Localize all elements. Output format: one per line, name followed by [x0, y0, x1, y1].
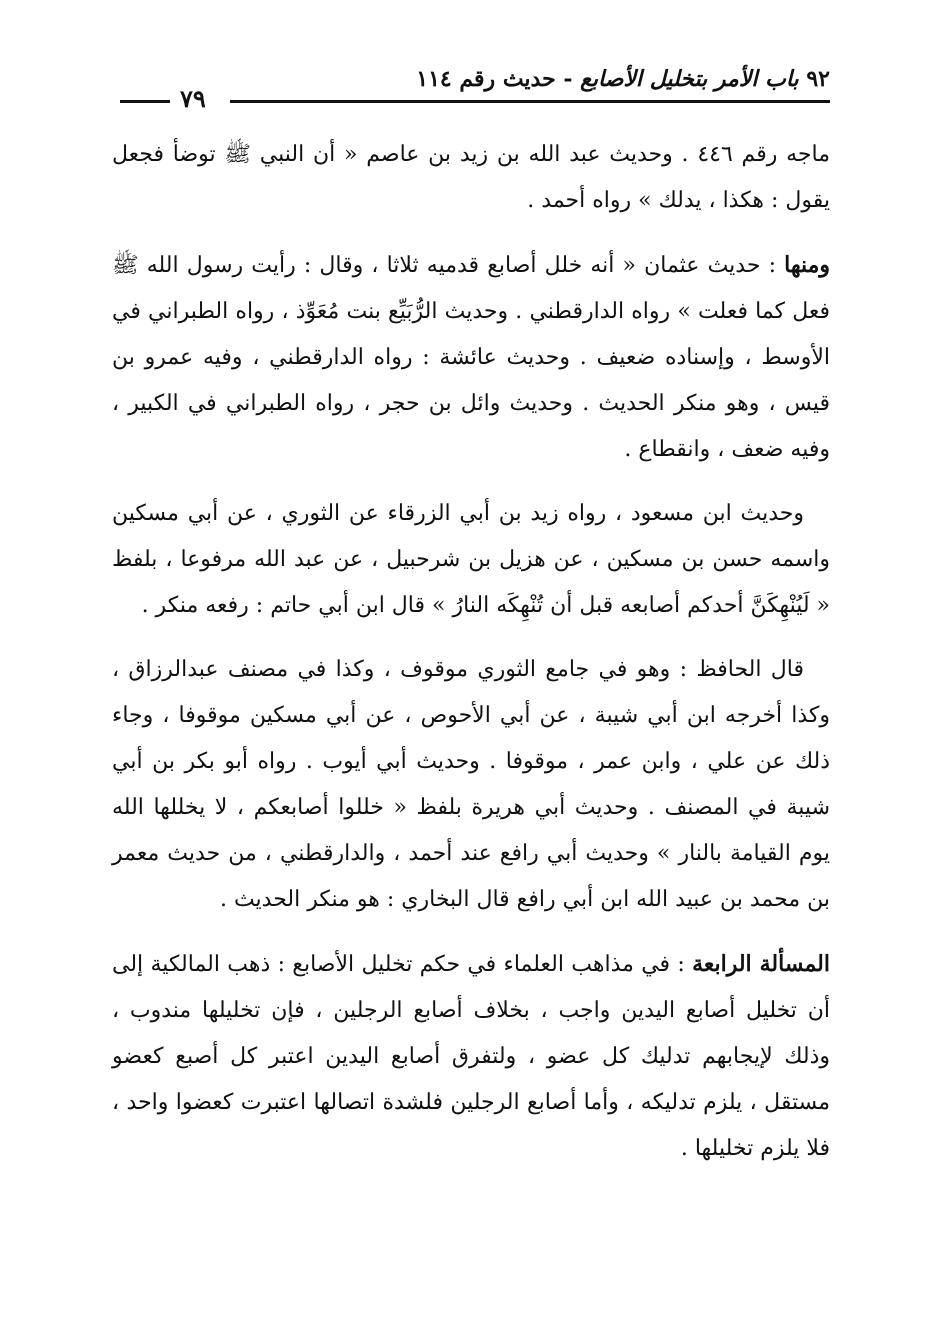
header-rule: [230, 100, 830, 103]
hadith-reference: - حديث رقم ١١٤: [416, 66, 573, 92]
header-rule-short: [120, 100, 170, 103]
running-head: [416, 66, 830, 92]
paragraph-2: [112, 242, 830, 473]
paragraph-4: [112, 647, 830, 923]
paragraph-1: [112, 132, 830, 224]
paragraph-5-text: : في مذاهب العلماء في حكم تخليل الأصابع : ذهب المالكية إلى أن تخليل أصابع اليدين واجب ، بخلاف أصابع الرجلين ، فإن تخليلها مندوب ، وذلك لإيجابهم تدليك كل عضو ، ولتفرق أصابع اليدين اعتبر كل أصبع كعضو مستقل ، يلزم تدليكه ، وأما أصابع الرجلين فلشدة اتصالها اعتبرت كعضوا واحد ، فلا يلزم تخليلها .: [112, 952, 830, 1161]
paragraph-3-text: وحديث ابن مسعود ، رواه زيد بن أبي الزرقاء عن الثوري ، عن أبي مسكين واسمه حسن بن مسكين ، عن هزيل بن شرحبيل ، عن عبد الله مرفوعا ، بلفظ « لَيُنْهِكَنَّ أحدكم أصابعه قبل أن تُنْهِكَه النارُ » قال ابن أبي حاتم : رفعه منكر .: [112, 501, 830, 618]
paragraph-1-text: ماجه رقم ٤٤٦ . وحديث عبد الله بن زيد بن عاصم « أن النبي ﷺ توضأ فجعل يقول : هكذا ، يدلك » رواه أحمد .: [112, 142, 830, 213]
chapter-number: ٩٢: [806, 66, 830, 92]
paragraph-2-lead: ومنها: [784, 252, 830, 278]
page-body: [112, 132, 830, 1172]
page-number: ٧٩: [180, 84, 206, 113]
paragraph-5: [112, 941, 830, 1172]
page-header: [120, 66, 830, 112]
paragraph-3: [112, 491, 830, 629]
paragraph-5-lead: المسألة الرابعة: [692, 951, 830, 977]
paragraph-4-text: قال الحافظ : وهو في جامع الثوري موقوف ، وكذا في مصنف عبدالرزاق ، وكذا أخرجه ابن أبي شيبة ، عن أبي الأحوص ، عن أبي مسكين موقوفا ، وجاء ذلك عن علي ، وابن عمر ، موقوفا . وحديث أبي أيوب . رواه أبو بكر بن أبي شيبة في المصنف . وحديث أبي هريرة بلفظ « خللوا أصابعكم ، لا يخللها الله يوم القيامة بالنار » وحديث أبي رافع عند أحمد ، والدارقطني ، من حديث معمر بن محمد بن عبيد الله ابن أبي رافع قال البخاري : هو منكر الحديث .: [112, 657, 831, 912]
chapter-title: باب الأمر بتخليل الأصابع: [580, 66, 799, 92]
paragraph-2-text: : حديث عثمان « أنه خلل أصابع قدميه ثلاثا ، وقال : رأيت رسول الله ﷺ فعل كما فعلت » رواه الدارقطني . وحديث الرُّبَيِّع بنت مُعَوِّذ ، رواه الطبراني في الأوسط ، وإسناده ضعيف . وحديث عائشة : رواه الدارقطني ، وفيه عمرو بن قيس ، وهو منكر الحديث . وحديث وائل بن حجر ، رواه الطبراني في الكبير ، وفيه ضعف ، وانقطاع .: [112, 253, 830, 462]
